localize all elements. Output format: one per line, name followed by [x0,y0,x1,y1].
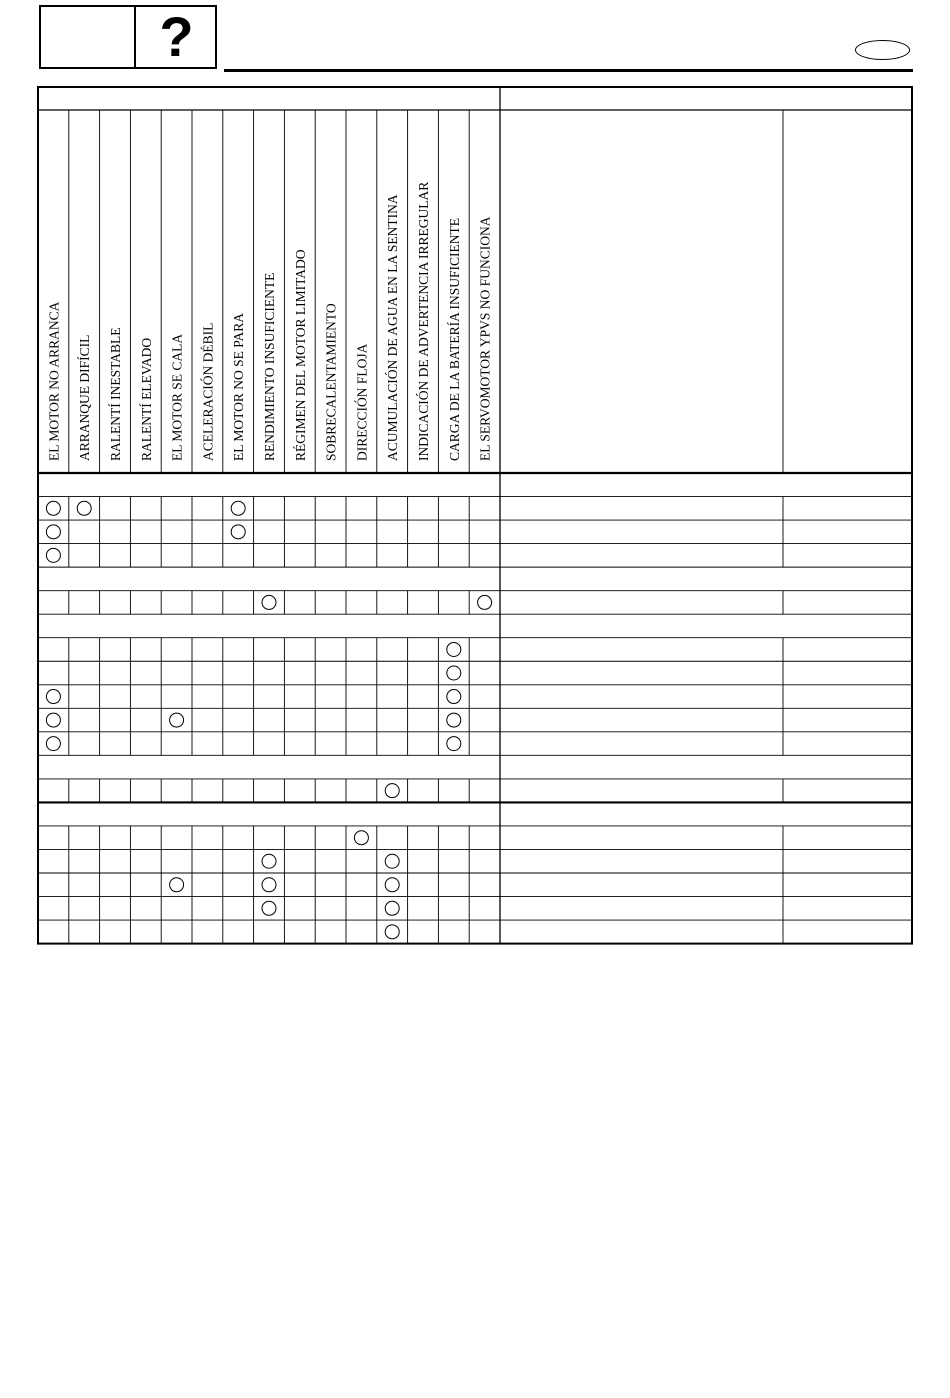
symptom-column-label: INDICACIÓN DE ADVERTENCIA IRREGULAR [416,181,431,461]
symptom-mark-circle [478,595,492,609]
symptom-column-label: ARRANQUE DIFÍCIL [77,334,93,461]
symptom-column-label: EL MOTOR NO ARRANCA [46,301,62,461]
symptom-mark-circle [46,690,60,704]
symptom-mark-circle [262,854,276,868]
symptom-mark-circle [385,901,399,915]
symptom-column-label: ACUMULACIÓN DE AGUA EN LA SENTINA [385,194,401,461]
symptom-column-label: RALENTÍ INESTABLE [108,327,123,461]
symptom-mark-circle [447,713,461,727]
symptom-mark-circle [447,737,461,751]
symptom-column-label: RÉGIMEN DEL MOTOR LIMITADO [292,249,308,461]
symptom-column-label: RENDIMIENTO INSUFICIENTE [262,272,277,461]
symptom-mark-circle [262,595,276,609]
symptom-column-label: ACELERACIÓN DÉBIL [200,322,216,461]
symptom-mark-circle [385,784,399,798]
symptom-mark-circle [385,854,399,868]
symptom-mark-circle [170,878,184,892]
symptom-column-label: EL SERVOMOTOR YPVS NO FUNCIONA [477,216,493,461]
symptom-mark-circle [447,642,461,656]
symptom-mark-circle [46,525,60,539]
symptom-mark-circle [447,690,461,704]
symptom-mark-circle [46,713,60,727]
symptom-column-label: CARGA DE LA BATERÍA INSUFICIENTE [446,217,462,461]
symptom-mark-circle [46,737,60,751]
symptom-mark-circle [46,501,60,515]
symptom-column-label: RALENTÍ ELEVADO [138,337,154,461]
symptom-mark-circle [262,901,276,915]
symptom-mark-circle [77,501,91,515]
symptom-mark-circle [385,925,399,939]
symptom-mark-circle [354,831,368,845]
table-border [38,87,912,944]
symptom-mark-circle [447,666,461,680]
symptom-column-label: EL MOTOR NO SE PARA [231,312,247,461]
symptom-mark-circle [46,548,60,562]
symptom-mark-circle [231,525,245,539]
symptom-column-label: DIRECCIÓN FLOJA [354,343,370,461]
symptom-column-label: SOBRECALENTAMIENTO [323,303,339,461]
symptom-mark-circle [170,713,184,727]
symptom-mark-circle [262,878,276,892]
symptom-mark-circle [385,878,399,892]
symptom-column-label: EL MOTOR SE CALA [169,333,185,461]
symptom-mark-circle [231,501,245,515]
question-mark-icon: ? [159,5,194,68]
